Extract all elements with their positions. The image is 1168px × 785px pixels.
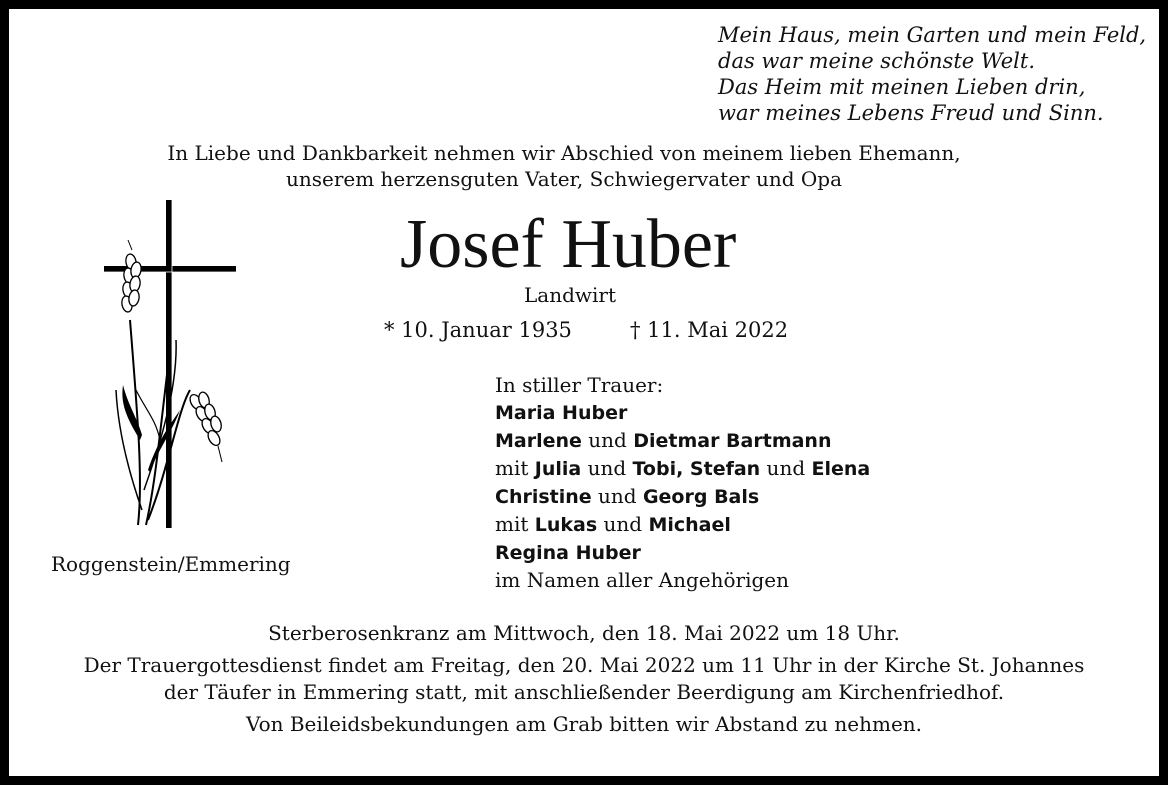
connector: und xyxy=(581,428,634,452)
mourner-line xyxy=(495,483,870,511)
mourner-name: Tobi, Stefan xyxy=(632,458,761,480)
connector: mit xyxy=(495,512,535,536)
footer-text xyxy=(0,620,1168,738)
death-date: † 11. Mai 2022 xyxy=(630,318,789,342)
birth-date: * 10. Januar 1935 xyxy=(384,318,572,342)
intro-text xyxy=(0,140,1128,192)
poem-line: Mein Haus, mein Garten und mein Feld, xyxy=(718,23,1147,47)
connector: und xyxy=(591,484,643,508)
poem-line: Das Heim mit meinen Lieben drin, xyxy=(718,75,1086,99)
poem xyxy=(718,22,1146,126)
mourner-name: Regina Huber xyxy=(495,542,641,564)
mourner-name: Maria Huber xyxy=(495,402,628,424)
mourner-name: Dietmar Bartmann xyxy=(633,430,832,452)
intro-line-1: In Liebe und Dankbarkeit nehmen wir Abschied von meinem lieben Ehemann, xyxy=(167,141,961,165)
connector: und xyxy=(581,456,633,480)
mourner-line xyxy=(495,455,870,483)
mourner-name: Julia xyxy=(534,458,582,480)
mourners-closing: im Namen aller Angehörigen xyxy=(495,568,790,592)
mourner-name: Elena xyxy=(811,458,871,480)
poem-line: war meines Lebens Freud und Sinn. xyxy=(718,101,1104,125)
mourner-name: Christine xyxy=(495,486,592,508)
mourner-line xyxy=(495,399,870,427)
cross-with-wheat-icon xyxy=(98,190,243,530)
connector: und xyxy=(597,512,649,536)
service-info-line-1: Der Trauergottesdienst findet am Freitag, den 20. Mai 2022 um 11 Uhr in der Kirche St. Johannes xyxy=(83,653,1085,677)
service-info-line-2: der Täufer in Emmering statt, mit anschließender Beerdigung am Kirchenfriedhof. xyxy=(163,680,1005,704)
mourners-heading: In stiller Trauer: xyxy=(495,373,664,397)
mourner-line xyxy=(495,511,870,539)
mourner-name: Georg Bals xyxy=(642,486,760,508)
mourner-line xyxy=(495,427,870,455)
connector: und xyxy=(760,456,812,480)
deceased-name: Josef Huber xyxy=(400,206,737,283)
mourners-list xyxy=(495,372,870,594)
rosary-info: Sterberosenkranz am Mittwoch, den 18. Mai 2022 um 18 Uhr. xyxy=(268,621,900,645)
occupation: Landwirt xyxy=(524,283,617,307)
connector: mit xyxy=(495,456,535,480)
mourner-name: Michael xyxy=(648,514,731,536)
poem-line: das war meine schönste Welt. xyxy=(718,49,1035,73)
mourner-line xyxy=(495,539,870,567)
place-name: Roggenstein/Emmering xyxy=(51,552,291,576)
intro-line-2: unserem herzensguten Vater, Schwiegervater und Opa xyxy=(285,167,843,191)
mourner-name: Marlene xyxy=(495,430,582,452)
mourner-name: Lukas xyxy=(534,514,598,536)
condolence-note: Von Beileidsbekundungen am Grab bitten wir Abstand zu nehmen. xyxy=(245,712,923,736)
